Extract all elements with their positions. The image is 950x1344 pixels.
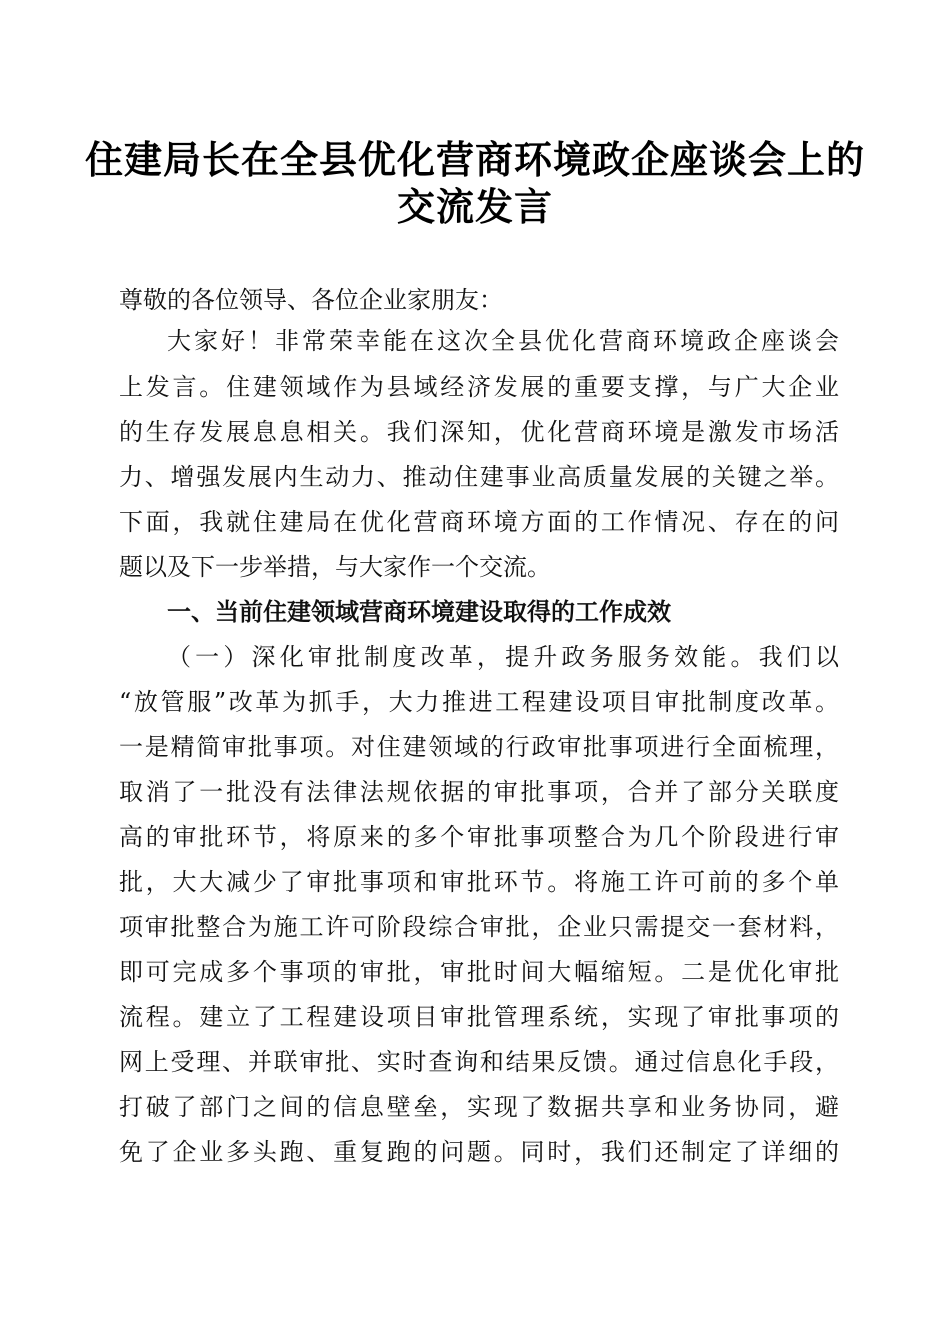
body-line: 流程。建立了工程建设项目审批管理系统，实现了审批事项的 bbox=[119, 1003, 839, 1031]
body-line: “放管服”改革为抓手，大力推进工程建设项目审批制度改革。 bbox=[119, 688, 839, 716]
body-line: 打破了部门之间的信息壁垒，实现了数据共享和业务协同，避 bbox=[119, 1093, 839, 1121]
section-heading: 一、当前住建领域营商环境建设取得的工作成效 bbox=[167, 598, 671, 626]
body-line: 力、增强发展内生动力、推动住建事业高质量发展的关键之举。 bbox=[119, 463, 839, 491]
body-line: 一是精简审批事项。对住建领域的行政审批事项进行全面梳理， bbox=[119, 733, 839, 761]
body-line: 上发言。住建领域作为县域经济发展的重要支撑，与广大企业 bbox=[119, 373, 839, 401]
body-line: 下面，我就住建局在优化营商环境方面的工作情况、存在的问 bbox=[119, 508, 839, 536]
body-line: 的生存发展息息相关。我们深知，优化营商环境是激发市场活 bbox=[119, 418, 839, 446]
body-line: 即可完成多个事项的审批，审批时间大幅缩短。二是优化审批 bbox=[119, 958, 839, 986]
body-line: 批，大大减少了审批事项和审批环节。将施工许可前的多个单 bbox=[119, 868, 839, 896]
body-line: 项审批整合为施工许可阶段综合审批，企业只需提交一套材料， bbox=[119, 913, 839, 941]
body-line: 题以及下一步举措，与大家作一个交流。 bbox=[119, 553, 551, 581]
body-line: 免了企业多头跑、重复跑的问题。同时，我们还制定了详细的 bbox=[119, 1138, 839, 1166]
document-title-line-1: 住建局长在全县优化营商环境政企座谈会上的 bbox=[84, 137, 865, 182]
body-line: 网上受理、并联审批、实时查询和结果反馈。通过信息化手段， bbox=[119, 1048, 839, 1076]
body-line: 大家好！非常荣幸能在这次全县优化营商环境政企座谈会 bbox=[167, 327, 839, 355]
body-line: （一）深化审批制度改革，提升政务服务效能。我们以 bbox=[167, 643, 839, 671]
body-line: 取消了一批没有法律法规依据的审批事项，合并了部分关联度 bbox=[119, 778, 839, 806]
body-line: 高的审批环节，将原来的多个审批事项整合为几个阶段进行审 bbox=[119, 823, 839, 851]
salutation: 尊敬的各位领导、各位企业家朋友： bbox=[119, 286, 503, 314]
document-title-line-2: 交流发言 bbox=[396, 184, 553, 229]
